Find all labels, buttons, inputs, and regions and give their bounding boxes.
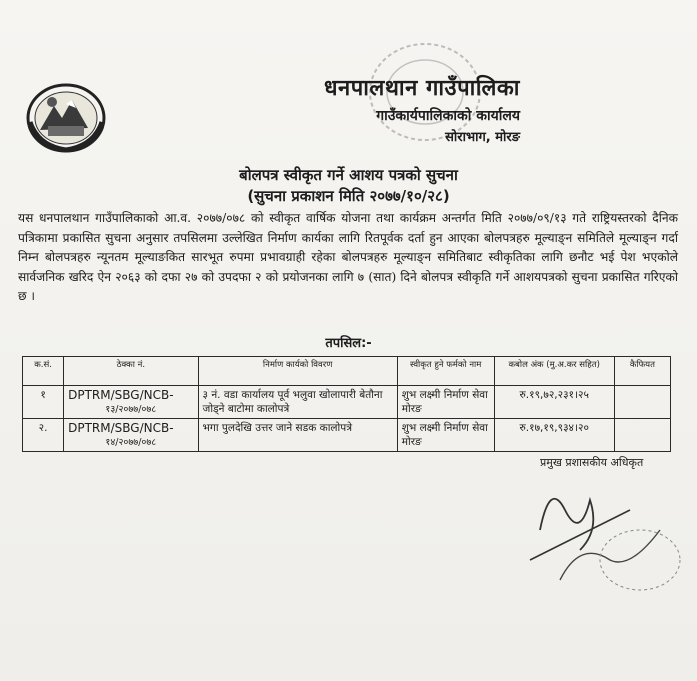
row-sn: १ [23,386,64,419]
notice-body: यस धनपालथान गाउँपालिकाको आ.व. २०७७/०७८ को स्वीकृत वार्षिक योजना तथा कार्यक्रम अन्तर्गत मिति २०७७/०९/१३ गते राष्ट्रियस्तरको दैनिक पत्रिकामा प्रकासित सुचना अनुसार तपसिलमा उल्लेखित निर्माण कार्यका लागि रितपूर्वक दर्ता हुन आएका बोलपत्रहरु मूल्याङ्न समितिले मूल्याङ्न गर्दा निम्न बोलपत्रहरु न्यूनतम मूल्याङकित सारभूत रुपमा प्रभावग्राही रहेका बोलपत्रहरु मूल्याङ्न समितिबाट स्वीकृतिका लागि छनौट भई पेश भएकोले सार्वजनिक खरिद ऐन २०६३ को दफा २७ को उपदफा २ को प्रयोजनका लागि ७ (सात) दिने बोलपत्र स्वीकृति गर्ने आशयपत्रको सुचना प्रकासित गरिएको छ । [18,211,678,303]
row-amount: रु.१७,१९,९३४।२० [494,419,614,452]
row-firm: शुभ लक्ष्मी निर्माण सेवा मोरङ [397,419,494,452]
row-remarks [614,386,670,419]
municipality-name: धनपालथान गाउँपालिका [323,76,520,101]
col-header-remarks: कैफियत [614,357,670,386]
col-header-sn: क.सं. [23,357,64,386]
contract-code: DPTRM/SBG/NCB- [68,388,174,402]
notice-publish-date: (सुचना प्रकाशन मिति २०७७/१०/२८) [247,187,450,205]
letterhead [200,72,520,145]
contracts-table [22,356,671,452]
table-header-row [23,357,671,386]
col-header-work: निर्माण कार्यको विवरण [198,357,397,386]
office-name: गाउँकार्यपालिकाको कार्यालय [376,108,520,124]
row-remarks [614,419,670,452]
notice-title: बोलपत्र स्वीकृत गर्ने आशय पत्रको सुचना [239,166,458,184]
row-sn: २. [23,419,64,452]
row-amount: रु.१९,७२,२३१।२५ [494,386,614,419]
row-work: भगा पुलदेखि उत्तर जाने सडक कालोपत्रे [198,419,397,452]
row-contract-no [64,419,198,452]
contract-code-sub: १३/२०७७/०७८ [105,404,157,415]
office-address: सोराभाग, मोरङ [445,130,520,145]
table-row [23,419,671,452]
row-work: ३ नं. वडा कार्यालय पूर्व भलुवा खोलापारी बेतौना जोड्ने बाटोमा कालोपत्रे [198,386,397,419]
officer-title: प्रमुख प्रशासकीय अधिकृत [540,456,644,469]
contract-code-sub: १४/२०७७/०७८ [105,437,157,448]
row-firm: शुभ लक्ष्मी निर्माण सेवा मोरङ [397,386,494,419]
col-header-contract-no: ठेक्का नं. [64,357,198,386]
contract-code: DPTRM/SBG/NCB- [68,421,174,435]
table-row [23,386,671,419]
col-header-amount: कबोल अंक (मु.अ.कर सहित) [494,357,614,386]
signature-icon [520,470,690,610]
col-header-firm: स्वीकृत हुने फर्मको नाम [397,357,494,386]
row-contract-no [64,386,198,419]
municipality-emblem-icon [26,82,106,154]
details-label: तपसिल:- [325,336,372,351]
